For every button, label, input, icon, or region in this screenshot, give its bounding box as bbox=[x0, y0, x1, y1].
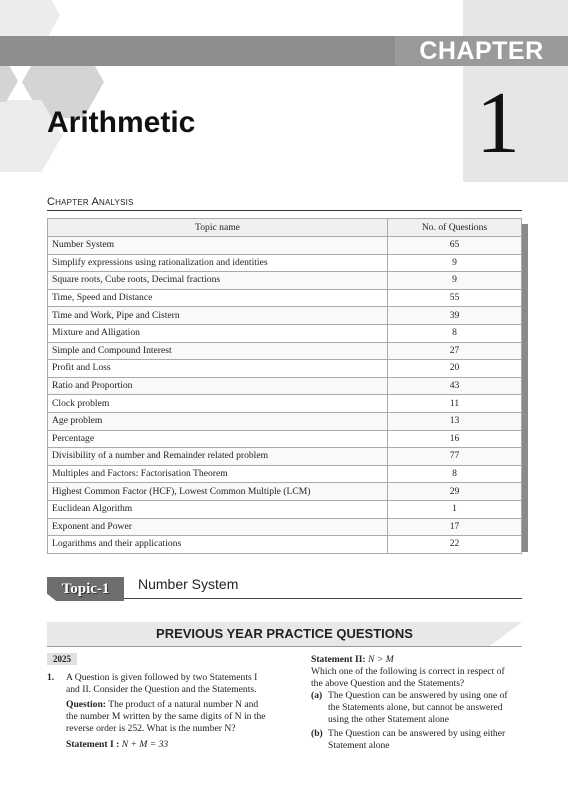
count-cell: 77 bbox=[388, 448, 522, 466]
option-a-text: The Question can be answered by using one of bbox=[328, 690, 508, 701]
chapter-analysis-table bbox=[47, 218, 522, 554]
statement-1-label: Statement I : bbox=[66, 739, 120, 750]
table-row bbox=[48, 237, 522, 255]
topic-cell: Simplify expressions using rationalization and identities bbox=[48, 254, 388, 272]
count-cell: 8 bbox=[388, 324, 522, 342]
count-cell: 16 bbox=[388, 430, 522, 448]
table-row bbox=[48, 500, 522, 518]
question-body: The product of a natural number N and bbox=[108, 699, 259, 710]
table-row bbox=[48, 448, 522, 466]
table-row bbox=[48, 324, 522, 342]
table-row bbox=[48, 412, 522, 430]
topic-cell: Time, Speed and Distance bbox=[48, 289, 388, 307]
count-cell: 22 bbox=[388, 536, 522, 554]
topic-cell: Time and Work, Pipe and Cistern bbox=[48, 307, 388, 325]
table-row bbox=[48, 483, 522, 501]
topic-cell: Percentage bbox=[48, 430, 388, 448]
count-cell: 55 bbox=[388, 289, 522, 307]
topic-cell: Age problem bbox=[48, 412, 388, 430]
statement-1-text: N + M = 33 bbox=[121, 739, 169, 750]
count-cell: 9 bbox=[388, 254, 522, 272]
count-cell: 20 bbox=[388, 360, 522, 378]
count-cell: 8 bbox=[388, 465, 522, 483]
question-number: 1. bbox=[47, 672, 55, 683]
topic-cell: Exponent and Power bbox=[48, 518, 388, 536]
question-prompt: Which one of the following is correct in respect of bbox=[311, 666, 505, 677]
year-badge: 2025 bbox=[47, 653, 77, 665]
question-text: and II. Consider the Question and the Statements. bbox=[66, 684, 257, 695]
topic-cell: Highest Common Factor (HCF), Lowest Common Multiple (LCM) bbox=[48, 483, 388, 501]
table-row bbox=[48, 518, 522, 536]
option-b-text: Statement alone bbox=[328, 740, 390, 751]
topic-cell: Divisibility of a number and Remainder related problem bbox=[48, 448, 388, 466]
decor-hexagon bbox=[0, 60, 18, 102]
column-header-count: No. of Questions bbox=[388, 219, 522, 237]
table-row bbox=[48, 465, 522, 483]
table-row bbox=[48, 536, 522, 554]
count-cell: 39 bbox=[388, 307, 522, 325]
question-label: Question: bbox=[66, 699, 106, 710]
count-cell: 27 bbox=[388, 342, 522, 360]
statement-2 bbox=[311, 654, 394, 667]
question-text: A Question is given followed by two Statements I bbox=[66, 672, 258, 683]
count-cell: 11 bbox=[388, 395, 522, 413]
table-row bbox=[48, 272, 522, 290]
topic-cell: Clock problem bbox=[48, 395, 388, 413]
count-cell: 13 bbox=[388, 412, 522, 430]
table-row bbox=[48, 254, 522, 272]
chapter-label: CHAPTER bbox=[395, 36, 568, 66]
statement-2-text: N > M bbox=[368, 654, 394, 665]
statement-2-label: Statement II: bbox=[311, 654, 366, 665]
statement-1 bbox=[66, 739, 168, 752]
option-a-label: (a) bbox=[311, 690, 323, 701]
question-text: the number M written by the same digits of N in the bbox=[66, 711, 266, 722]
divider bbox=[47, 210, 522, 211]
topic-cell: Simple and Compound Interest bbox=[48, 342, 388, 360]
option-b-label: (b) bbox=[311, 728, 323, 739]
divider bbox=[124, 598, 522, 599]
topic-badge-label: Topic-1 bbox=[61, 581, 110, 597]
topic-cell: Multiples and Factors: Factorisation Theorem bbox=[48, 465, 388, 483]
column-header-topic: Topic name bbox=[48, 219, 388, 237]
pyq-heading: PREVIOUS YEAR PRACTICE QUESTIONS bbox=[156, 626, 413, 641]
count-cell: 29 bbox=[388, 483, 522, 501]
topic-cell: Mixture and Alligation bbox=[48, 324, 388, 342]
topic-name: Number System bbox=[138, 576, 239, 592]
option-a-text: using the other Statement alone bbox=[328, 714, 449, 725]
topic-cell: Number System bbox=[48, 237, 388, 255]
chapter-number: 1 bbox=[476, 75, 520, 172]
count-cell: 65 bbox=[388, 237, 522, 255]
topic-cell: Square roots, Cube roots, Decimal fractions bbox=[48, 272, 388, 290]
count-cell: 43 bbox=[388, 377, 522, 395]
table-row bbox=[48, 342, 522, 360]
divider bbox=[47, 646, 522, 647]
topic-cell: Profit and Loss bbox=[48, 360, 388, 378]
chapter-title: Arithmetic bbox=[47, 106, 196, 139]
table-row bbox=[48, 360, 522, 378]
chapter-analysis-heading: Chapter Analysis bbox=[47, 196, 134, 208]
count-cell: 9 bbox=[388, 272, 522, 290]
count-cell: 1 bbox=[388, 500, 522, 518]
option-b-text: The Question can be answered by using either bbox=[328, 728, 506, 739]
question-prompt: the above Question and the Statements? bbox=[311, 678, 465, 689]
count-cell: 17 bbox=[388, 518, 522, 536]
question-text bbox=[66, 699, 258, 712]
table-row bbox=[48, 377, 522, 395]
topic-cell: Logarithms and their applications bbox=[48, 536, 388, 554]
question-text: reverse order is 252. What is the number N? bbox=[66, 723, 236, 734]
option-a-text: the Statements alone, but cannot be answered bbox=[328, 702, 503, 713]
topic-cell: Euclidean Algorithm bbox=[48, 500, 388, 518]
table-row bbox=[48, 289, 522, 307]
table-row bbox=[48, 430, 522, 448]
table-row bbox=[48, 307, 522, 325]
topic-cell: Ratio and Proportion bbox=[48, 377, 388, 395]
table-row bbox=[48, 395, 522, 413]
